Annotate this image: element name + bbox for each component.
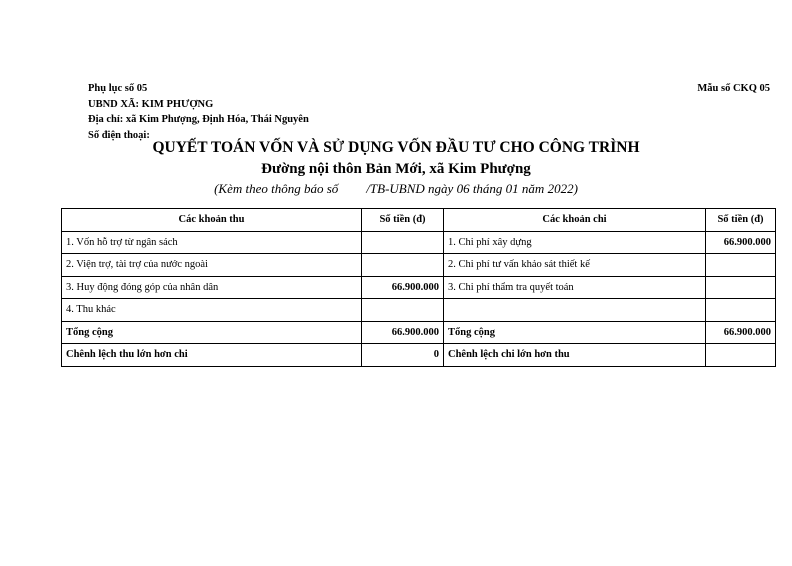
agency-address: Địa chỉ: xã Kim Phượng, Định Hóa, Thái Nguyên (88, 114, 309, 125)
expense-amount (706, 254, 776, 277)
expense-total-amount: 66.900.000 (706, 321, 776, 344)
expense-item: 3. Chi phí thẩm tra quyết toán (444, 276, 706, 299)
expense-amount: 66.900.000 (706, 231, 776, 254)
income-surplus-amount: 0 (362, 344, 444, 367)
header-income-items: Các khoản thu (62, 209, 362, 232)
agency-phone: Số điện thoại: (88, 129, 150, 141)
table-row (62, 299, 776, 322)
income-item: 3. Huy động đóng góp của nhân dân (62, 276, 362, 299)
table-row (62, 254, 776, 277)
expense-item: 2. Chi phí tư vấn khảo sát thiết kế (444, 254, 706, 277)
settlement-table (61, 208, 776, 367)
income-item: 1. Vốn hỗ trợ từ ngân sách (62, 231, 362, 254)
income-amount (362, 231, 444, 254)
project-name: Đường nội thôn Bản Mới, xã Kim Phượng (261, 161, 531, 177)
income-surplus-label: Chênh lệch thu lớn hơn chi (62, 344, 362, 367)
expense-amount (706, 276, 776, 299)
income-total-label: Tổng cộng (62, 321, 362, 344)
header-income-amount: Số tiền (đ) (362, 209, 444, 232)
reference-note-part2: /TB-UBND ngày 06 tháng 01 năm 2022) (366, 181, 578, 196)
expense-amount (706, 299, 776, 322)
header-expense-items: Các khoản chi (444, 209, 706, 232)
income-item: 4. Thu khác (62, 299, 362, 322)
table-row (62, 276, 776, 299)
income-item: 2. Viện trợ, tài trợ của nước ngoài (62, 254, 362, 277)
total-row (62, 321, 776, 344)
expense-surplus-amount (706, 344, 776, 367)
expense-surplus-label: Chênh lệch chi lớn hơn thu (444, 344, 706, 367)
income-total-amount: 66.900.000 (362, 321, 444, 344)
header-expense-amount: Số tiền (đ) (706, 209, 776, 232)
appendix-label: Phụ lục số 05 (88, 83, 148, 94)
income-amount: 66.900.000 (362, 276, 444, 299)
income-amount (362, 299, 444, 322)
table-row (62, 231, 776, 254)
difference-row (62, 344, 776, 367)
agency-name: UBND XÃ: KIM PHƯỢNG (88, 98, 214, 110)
document-header (88, 81, 309, 143)
expense-total-label: Tổng cộng (444, 321, 706, 344)
table-header-row (62, 209, 776, 232)
reference-note-part1: (Kèm theo thông báo số (214, 181, 339, 196)
expense-item: 1. Chi phí xây dựng (444, 231, 706, 254)
expense-item (444, 299, 706, 322)
reference-note (0, 181, 792, 197)
form-code: Mẫu số CKQ 05 (697, 83, 770, 94)
document-title: QUYẾT TOÁN VỐN VÀ SỬ DỤNG VỐN ĐẦU TƯ CHO CÔNG TRÌNH (152, 139, 640, 156)
income-amount (362, 254, 444, 277)
